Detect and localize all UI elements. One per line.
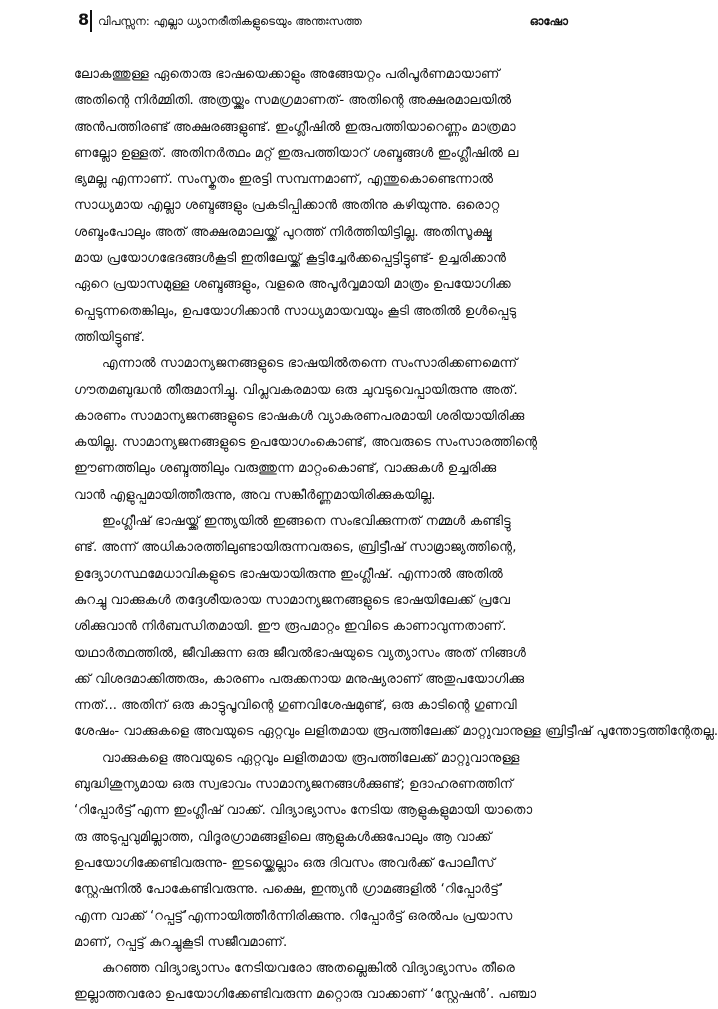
text-line: ഉദ്യോഗസ്ഥമേധാവികളുടെ ഭാഷയായിരുന്നു ഇംഗ്ലീഷ്. എന്നാൽ അതിൽ (74, 566, 504, 582)
text-line: യഥാർത്ഥത്തിൽ, ജീവിക്കുന്ന ഒരു ജീവൽഭാഷയുടെ വ്യത്യാസം അത് നിങ്ങൾ (74, 645, 527, 661)
text-line: ഉപയോഗിക്കേണ്ടിവരുന്നു- ഇടയ്ക്കെല്ലാം ഒരു ദിവസം അവർക്ക് പോലീസ് (74, 855, 495, 871)
text-line: വാക്കുകളെ അവയുടെ ഏറ്റവും ലളിതമായ രൂപത്തിലേക്ക് മാറ്റുവാനുള്ള (102, 750, 520, 766)
text-line: കുറച്ചു വാക്കുകൾ തദ്ദേശീയരായ സാമാന്യജനങ്ങളുടെ ഭാഷയിലേക്ക് പ്രവേ (74, 592, 511, 608)
paragraph (74, 351, 574, 509)
text-line: ക്ക് വിശദമാക്കിത്തരും, കാരണം പരുക്കനായ മനുഷ്യരാണ് അതുപയോഗിക്കു (74, 671, 525, 687)
text-line: അൻപത്തിരണ്ട് അക്ഷരങ്ങളുണ്ട്. ഇംഗ്ലീഷിൽ ഇരുപത്തിയാറെണ്ണം മാത്രമാ (74, 119, 516, 135)
text-line: ഏറെ പ്രയാസമുള്ള ശബ്ദങ്ങളും, വളരെ അപൂർവ്വമായി മാത്രം ഉപയോഗിക്ക (74, 277, 511, 293)
text-line: കുറഞ്ഞ വിദ്യാഭ്യാസം നേടിയവരോ അതല്ലെങ്കിൽ വിദ്യാഭ്യാസം തീരെ (102, 961, 515, 977)
body-text (74, 62, 718, 1009)
text-line: കാരണം സാമാന്യജനങ്ങളുടെ ഭാഷകൾ വ്യാകരണപരമായി ശരിയായിരിക്കു (74, 408, 525, 424)
paragraph (74, 746, 574, 956)
text-line: മായ പ്രയോഗഭേദങ്ങൾകൂടി ഇതിലേയ്ക്ക് കൂട്ടിച്ചേർക്കപ്പെട്ടിട്ടുണ്ട്- ഉച്ചരിക്കാൻ (74, 251, 507, 267)
paragraph (74, 62, 574, 351)
text-line: എന്ന വാക്ക് ‘റപ്പട്ട്’എന്നായിത്തീർന്നിരിക്കുന്നു. റിപ്പോർട്ട് ഒരൽപം പ്രയാസ (74, 908, 513, 924)
text-line: ശിക്കുവാൻ നിർബന്ധിതമായി. ഈ രൂപമാറ്റം ഇവിടെ കാണാവുന്നതാണ്. (74, 619, 507, 635)
text-line: മാണ്, റപ്പട്ട് കുറച്ചുകൂടി സജീവമാണ്. (74, 934, 288, 950)
text-line: കയില്ല. സാമാന്യജനങ്ങളുടെ ഉപയോഗംകൊണ്ട്, അവരുടെ സംസാരത്തിന്റെ (74, 435, 538, 451)
text-line: സ്റ്റേഷനിൽ പോകേണ്ടിവരുന്നു. പക്ഷെ, ഇന്ത്യൻ ഗ്രാമങ്ങളിൽ ‘റിപ്പോർട്ട്’ (74, 882, 504, 898)
text-line: ബുദ്ധിശുന്യമായ ഒരു സ്വഭാവം സാമാന്യജനങ്ങൾക്കുണ്ട്; ഉദാഹരണത്തിന് (74, 777, 513, 793)
text-line: ത്തിയിട്ടുണ്ട്. (74, 329, 145, 345)
text-line: രു അടുപ്പവുമില്ലാത്ത, വിദൂരഗ്രാമങ്ങളിലെ ആളുകൾക്കുപോലും ആ വാക്ക് (74, 829, 492, 845)
text-line: ണല്ലോ ഉള്ളത്. അതിനർത്ഥം മറ്റ് ഇരുപത്തിയാറ് ശബ്ദങ്ങൾ ഇംഗ്ലീഷിൽ ല (74, 145, 519, 161)
text-line: ഇല്ലാത്തവരോ ഉപയോഗിക്കേണ്ടിവരുന്ന മറ്റൊരു വാക്കാണ് ‘സ്റ്റേഷൻ’. പഞ്ചാ (74, 987, 537, 1003)
text-line: ലോകത്തുള്ള ഏതൊരു ഭാഷയെക്കാളും അങ്ങേയറ്റം പരിപൂർണമായാണ് (74, 67, 500, 82)
header-divider (90, 10, 92, 32)
text-line: ണ്ട്. അന്ന് അധികാരത്തിലുണ്ടായിരുന്നവരുടെ, ബ്രിട്ടീഷ് സാമ്രാജ്യത്തിന്റെ, (74, 540, 517, 556)
text-line: ഭ്യമല്ല എന്നാണ്. സംസ്കൃതം ഇരട്ടി സമ്പന്നമാണ്, എന്തുകൊണ്ടെന്നാൽ (74, 172, 494, 188)
text-line: ‘റിപ്പോർട്ട്’എന്ന ഇംഗ്ലീഷ് വാക്ക്. വിദ്യാഭ്യാസം നേടിയ ആളുകളുമായി യാതൊ (74, 803, 533, 819)
paragraph (74, 956, 574, 1009)
text-line: ഇംഗ്ലീഷ് ഭാഷയ്ക്ക് ഇന്ത്യയിൽ ഇങ്ങനെ സംഭവിക്കുന്നത് നമ്മൾ കണ്ടിട്ടു (102, 514, 511, 530)
paragraph (74, 509, 718, 746)
text-line: സാധ്യമായ എല്ലാ ശബ്ദങ്ങളും പ്രകടിപ്പിക്കാൻ അതിനു കഴിയുന്നു. ഒരൊറ്റ (74, 198, 500, 214)
text-line: എന്നാൽ സാമാന്യജനങ്ങളുടെ ഭാഷയിൽതന്നെ സംസാരിക്കണമെന്ന് (102, 356, 518, 372)
running-header (0, 0, 600, 36)
page-number: 8 (78, 10, 90, 29)
text-line: പ്പെടുന്നതെങ്കിലും, ഉപയോഗിക്കാൻ സാധ്യമായവയും കൂടി അതിൽ ഉൾപ്പെടു (74, 303, 517, 319)
running-title: വിപസ്സന: എല്ലാ ധ്യാനരീതികളുടെയും അന്തഃസത്ത (98, 14, 362, 28)
text-line: ന്നത്... അതിന് ഒരു കാട്ടുപൂവിന്റെ ഗുണവിശേഷമുണ്ട്, ഒരു കാടിന്റെ ഗുണവി (74, 698, 517, 714)
text-line: അതിന്റെ നിർമ്മിതി. അത്രയ്ക്കും സമഗ്രമാണത്- അതിന്റെ അക്ഷരമാലയിൽ (74, 93, 512, 109)
text-line: ഗൗതമബുദ്ധൻ തീരുമാനിച്ചു. വിപ്ലവകരമായ ഒരു ചുവടുവെപ്പായിരുന്നു അത്. (74, 382, 518, 398)
text-line: ശബ്ദംപോലും അത് അക്ഷരമാലയ്ക്ക് പുറത്ത് നിർത്തിയിട്ടില്ല. അതിസൂക്ഷ്മ (74, 224, 492, 240)
text-line: വാൻ എളുപ്പമായിത്തീരുന്നു, അവ സങ്കീർണ്ണമായിരിക്കുകയില്ല. (74, 487, 436, 503)
author-name: ഓഷോ (529, 14, 568, 28)
text-line: ഈണത്തിലും ശബ്ദത്തിലും വരുത്തുന്ന മാറ്റംകൊണ്ട്, വാക്കുകൾ ഉച്ചരിക്കു (74, 461, 497, 477)
text-line: ശേഷം- വാക്കുകളെ അവയുടെ ഏറ്റവും ലളിതമായ രൂപത്തിലേക്ക് മാറ്റുവാനുള്ള ബ്രിട്ടീഷ് പൂന്തോട്ടത്തിന്റേതല്ല. (74, 724, 718, 740)
